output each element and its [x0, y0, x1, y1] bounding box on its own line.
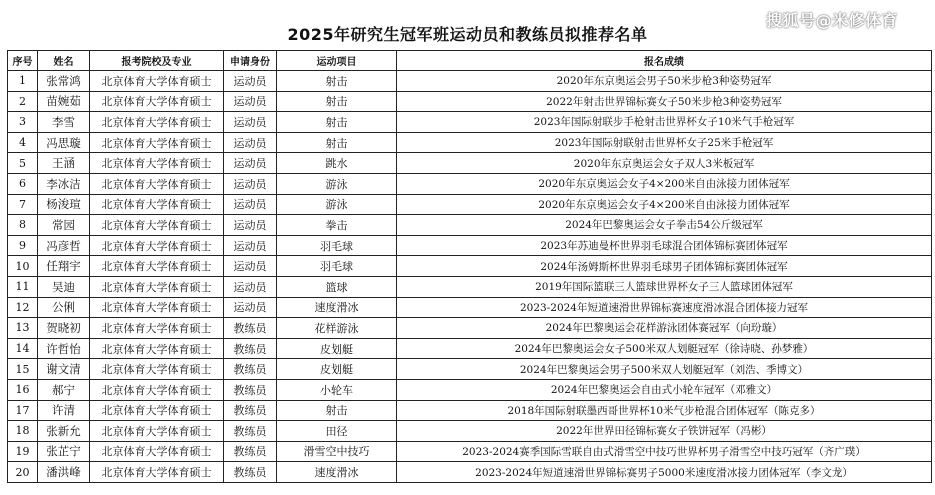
- table-row: [8, 153, 932, 174]
- cell-school: 北京体育大学体育硕士: [90, 338, 224, 359]
- cell-result: 2018年国际射联墨西哥世界杯10米气步枪混合团体冠军（陈克多）: [397, 400, 932, 421]
- cell-name: 谢文清: [38, 359, 90, 380]
- cell-role: 运动员: [224, 71, 277, 92]
- cell-no: 13: [8, 318, 38, 339]
- cell-role: 运动员: [224, 194, 277, 215]
- cell-school: 北京体育大学体育硕士: [90, 462, 224, 483]
- nominee-table: [7, 50, 932, 483]
- cell-no: 2: [8, 91, 38, 112]
- cell-role: 教练员: [224, 359, 277, 380]
- cell-no: 19: [8, 441, 38, 462]
- cell-sport: 滑雪空中技巧: [277, 441, 397, 462]
- cell-name: 李冰洁: [38, 173, 90, 194]
- cell-school: 北京体育大学体育硕士: [90, 359, 224, 380]
- table-row: [8, 359, 932, 380]
- cell-result: 2020年东京奥运会女子双人3米板冠军: [397, 153, 932, 174]
- cell-role: 教练员: [224, 441, 277, 462]
- cell-sport: 跳水: [277, 153, 397, 174]
- cell-result: 2024年巴黎奥运会女子500米双人划艇冠军（徐诗晓、孙梦雅）: [397, 338, 932, 359]
- cell-sport: 小轮车: [277, 379, 397, 400]
- cell-name: 冯思璇: [38, 132, 90, 153]
- cell-role: 教练员: [224, 318, 277, 339]
- table-row: [8, 421, 932, 442]
- table-row: [8, 441, 932, 462]
- cell-name: 李雪: [38, 112, 90, 133]
- cell-result: 2024年巴黎奥运会花样游泳团体赛冠军（向玢璇）: [397, 318, 932, 339]
- cell-school: 北京体育大学体育硕士: [90, 441, 224, 462]
- cell-school: 北京体育大学体育硕士: [90, 256, 224, 277]
- cell-role: 运动员: [224, 256, 277, 277]
- cell-role: 运动员: [224, 276, 277, 297]
- cell-name: 张新允: [38, 421, 90, 442]
- cell-result: 2023年苏迪曼杯世界羽毛球混合团体锦标赛团体冠军: [397, 235, 932, 256]
- cell-no: 10: [8, 256, 38, 277]
- cell-name: 许清: [38, 400, 90, 421]
- cell-name: 常园: [38, 215, 90, 236]
- cell-school: 北京体育大学体育硕士: [90, 71, 224, 92]
- cell-school: 北京体育大学体育硕士: [90, 421, 224, 442]
- cell-school: 北京体育大学体育硕士: [90, 112, 224, 133]
- cell-role: 教练员: [224, 462, 277, 483]
- cell-school: 北京体育大学体育硕士: [90, 297, 224, 318]
- cell-name: 贺晓初: [38, 318, 90, 339]
- cell-school: 北京体育大学体育硕士: [90, 173, 224, 194]
- cell-no: 20: [8, 462, 38, 483]
- table-row: [8, 462, 932, 483]
- cell-sport: 射击: [277, 132, 397, 153]
- cell-sport: 射击: [277, 91, 397, 112]
- table-row: [8, 91, 932, 112]
- table-row: [8, 256, 932, 277]
- cell-result: 2019年国际篮联三人篮球世界杯女子三人篮球团体冠军: [397, 276, 932, 297]
- cell-result: 2024年巴黎奥运会自由式小轮车冠军（邓雅文）: [397, 379, 932, 400]
- column-header-sport: 运动项目: [277, 51, 397, 71]
- cell-name: 冯彦哲: [38, 235, 90, 256]
- cell-sport: 羽毛球: [277, 235, 397, 256]
- cell-name: 吴迪: [38, 276, 90, 297]
- cell-name: 杨浚瑄: [38, 194, 90, 215]
- cell-role: 运动员: [224, 173, 277, 194]
- cell-result: 2024年巴黎奥运会女子拳击54公斤级冠军: [397, 215, 932, 236]
- cell-no: 6: [8, 173, 38, 194]
- cell-result: 2022年世界田径锦标赛女子铁饼冠军（冯彬）: [397, 421, 932, 442]
- cell-role: 运动员: [224, 297, 277, 318]
- cell-sport: 皮划艇: [277, 359, 397, 380]
- cell-name: 许哲怡: [38, 338, 90, 359]
- cell-role: 教练员: [224, 400, 277, 421]
- cell-school: 北京体育大学体育硕士: [90, 153, 224, 174]
- column-header-result: 报名成绩: [397, 51, 932, 71]
- cell-sport: 射击: [277, 71, 397, 92]
- cell-name: 张芷宁: [38, 441, 90, 462]
- table-row: [8, 297, 932, 318]
- cell-no: 1: [8, 71, 38, 92]
- cell-name: 王涵: [38, 153, 90, 174]
- table-row: [8, 276, 932, 297]
- cell-result: 2023-2024年短道速滑世界锦标赛男子5000米速度滑冰接力团体冠军（李文龙）: [397, 462, 932, 483]
- cell-school: 北京体育大学体育硕士: [90, 276, 224, 297]
- cell-school: 北京体育大学体育硕士: [90, 235, 224, 256]
- cell-sport: 篮球: [277, 276, 397, 297]
- cell-role: 教练员: [224, 379, 277, 400]
- table-row: [8, 112, 932, 133]
- cell-school: 北京体育大学体育硕士: [90, 91, 224, 112]
- cell-no: 15: [8, 359, 38, 380]
- cell-school: 北京体育大学体育硕士: [90, 215, 224, 236]
- cell-result: 2023年国际射联射击世界杯女子25米手枪冠军: [397, 132, 932, 153]
- table-row: [8, 400, 932, 421]
- cell-role: 运动员: [224, 91, 277, 112]
- table-row: [8, 132, 932, 153]
- cell-result: 2024年汤姆斯杯世界羽毛球男子团体锦标赛团体冠军: [397, 256, 932, 277]
- cell-result: 2023-2024赛季国际雪联自由式滑雪空中技巧世界杯男子滑雪空中技巧冠军（齐广璞）: [397, 441, 932, 462]
- cell-school: 北京体育大学体育硕士: [90, 132, 224, 153]
- cell-role: 运动员: [224, 112, 277, 133]
- table-row: [8, 194, 932, 215]
- cell-no: 14: [8, 338, 38, 359]
- cell-no: 8: [8, 215, 38, 236]
- column-header-name: 姓名: [38, 51, 90, 71]
- cell-result: 2020年东京奥运会女子4×200米自由泳接力团体冠军: [397, 194, 932, 215]
- document-title: 2025年研究生冠军班运动员和教练员拟推荐名单: [287, 25, 648, 44]
- cell-role: 教练员: [224, 338, 277, 359]
- table-row: [8, 71, 932, 92]
- cell-school: 北京体育大学体育硕士: [90, 400, 224, 421]
- cell-name: 张常鸿: [38, 71, 90, 92]
- cell-no: 17: [8, 400, 38, 421]
- column-header-no: 序号: [8, 51, 38, 71]
- cell-role: 运动员: [224, 215, 277, 236]
- table-row: [8, 173, 932, 194]
- table-row: [8, 338, 932, 359]
- cell-name: 苗婉茹: [38, 91, 90, 112]
- table-row: [8, 235, 932, 256]
- cell-school: 北京体育大学体育硕士: [90, 194, 224, 215]
- cell-no: 7: [8, 194, 38, 215]
- cell-role: 运动员: [224, 235, 277, 256]
- column-header-role: 申请身份: [224, 51, 277, 71]
- cell-no: 3: [8, 112, 38, 133]
- table-header-row: [8, 51, 932, 71]
- cell-result: 2023年国际射联步手枪射击世界杯女子10米气手枪冠军: [397, 112, 932, 133]
- cell-no: 11: [8, 276, 38, 297]
- cell-name: 潘洪峰: [38, 462, 90, 483]
- cell-sport: 射击: [277, 112, 397, 133]
- cell-no: 16: [8, 379, 38, 400]
- cell-no: 4: [8, 132, 38, 153]
- cell-result: 2022年射击世界锦标赛女子50米步枪3种姿势冠军: [397, 91, 932, 112]
- cell-sport: 羽毛球: [277, 256, 397, 277]
- cell-name: 郝宁: [38, 379, 90, 400]
- cell-school: 北京体育大学体育硕士: [90, 318, 224, 339]
- table-row: [8, 318, 932, 339]
- cell-role: 运动员: [224, 153, 277, 174]
- cell-sport: 田径: [277, 421, 397, 442]
- cell-sport: 游泳: [277, 194, 397, 215]
- cell-result: 2023-2024年短道速滑世界锦标赛速度滑冰混合团体接力冠军: [397, 297, 932, 318]
- table-row: [8, 379, 932, 400]
- cell-result: 2020年东京奥运会男子50米步枪3种姿势冠军: [397, 71, 932, 92]
- cell-sport: 拳击: [277, 215, 397, 236]
- cell-sport: 速度滑冰: [277, 297, 397, 318]
- cell-sport: 射击: [277, 400, 397, 421]
- cell-result: 2020年东京奥运会女子4×200米自由泳接力团体冠军: [397, 173, 932, 194]
- table-body: [8, 71, 932, 483]
- cell-school: 北京体育大学体育硕士: [90, 379, 224, 400]
- cell-sport: 皮划艇: [277, 338, 397, 359]
- cell-no: 9: [8, 235, 38, 256]
- cell-no: 5: [8, 153, 38, 174]
- cell-no: 18: [8, 421, 38, 442]
- cell-sport: 游泳: [277, 173, 397, 194]
- cell-sport: 速度滑冰: [277, 462, 397, 483]
- cell-role: 运动员: [224, 132, 277, 153]
- watermark-text: 搜狐号@米修体育: [766, 11, 899, 30]
- cell-result: 2024年巴黎奥运会男子500米双人划艇冠军（刘浩、季博文）: [397, 359, 932, 380]
- cell-no: 12: [8, 297, 38, 318]
- cell-name: 任翔宇: [38, 256, 90, 277]
- table-row: [8, 215, 932, 236]
- cell-name: 公俐: [38, 297, 90, 318]
- cell-sport: 花样游泳: [277, 318, 397, 339]
- column-header-school: 报考院校及专业: [90, 51, 224, 71]
- cell-role: 教练员: [224, 421, 277, 442]
